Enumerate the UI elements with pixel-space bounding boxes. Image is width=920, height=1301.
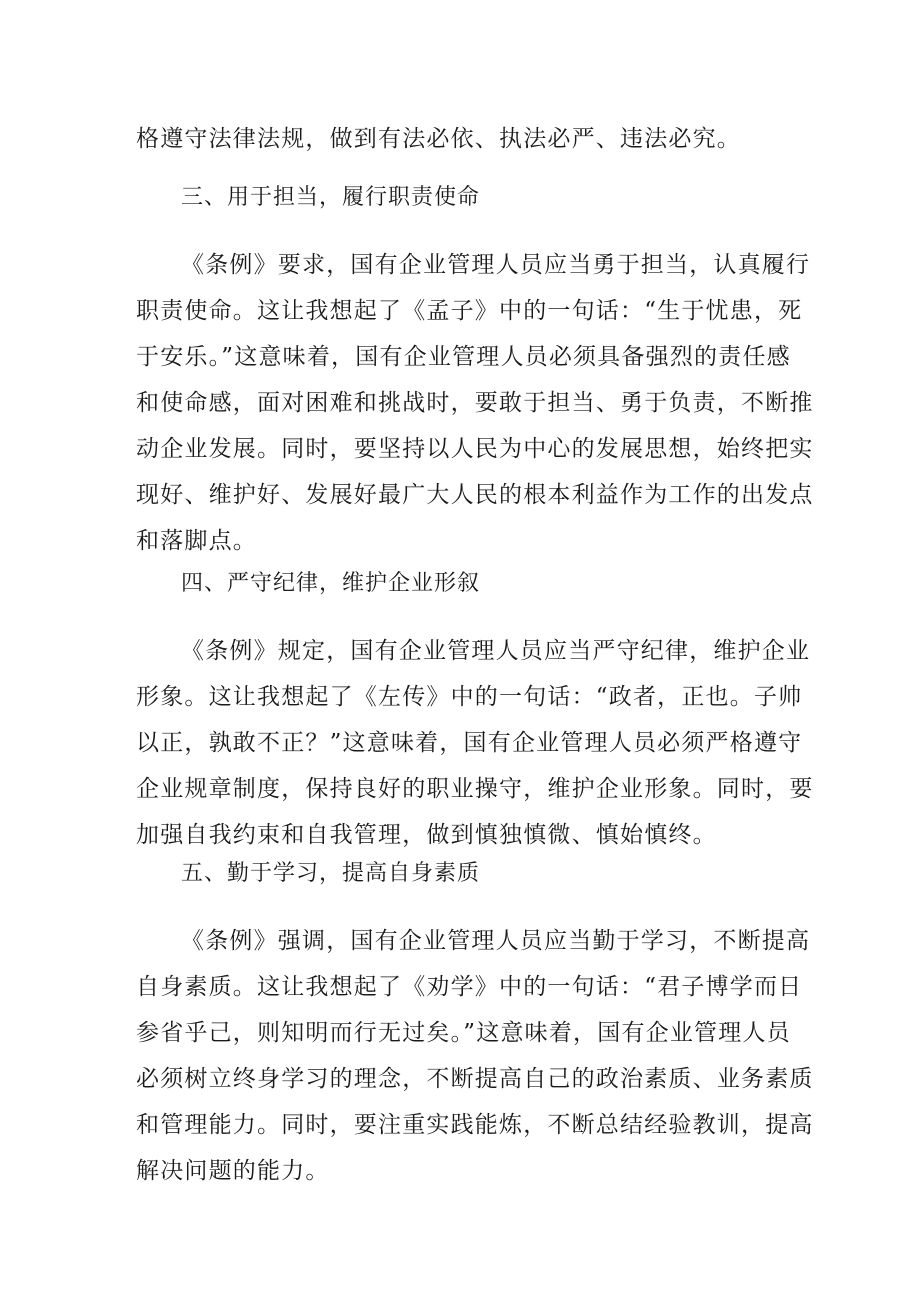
paragraph-line: 现好、维护好、发展好最广大人民的根本利益作为工作的出发点 [136, 482, 814, 508]
section-heading: 五、勤于学习，提高自身素质 [181, 861, 481, 886]
paragraph-line: 格遵守法律法规，做到有法必依、执法必严、违法必究。 [136, 126, 741, 152]
paragraph-line: 《条例》要求，国有企业管理人员应当勇于担当，认真履行 [181, 252, 811, 278]
paragraph-line: 企业规章制度，保持良好的职业操守，维护企业形象。同时，要 [136, 776, 814, 802]
paragraph-line: 于安乐。”这意味着，国有企业管理人员必须具备强烈的责任感 [136, 344, 791, 370]
paragraph-line: 《条例》强调，国有企业管理人员应当勤于学习，不断提高 [181, 928, 811, 954]
paragraph-line: 参省乎己，则知明而行无过矣。”这意味着，国有企业管理人员 [136, 1020, 791, 1046]
section-heading: 四、严守纪律，维护企业形叙 [181, 571, 481, 596]
section-heading: 三、用于担当，履行职责使命 [181, 185, 481, 210]
paragraph-line: 以正，孰敢不正？”这意味着，国有企业管理人员必须严格遵守 [136, 730, 803, 756]
paragraph-line: 和管理能力。同时，要注重实践能炼，不断总结经验教训，提高 [136, 1112, 814, 1138]
paragraph-line: 形象。这让我想起了《左传》中的一句话：“政者，正也。子帅 [136, 684, 803, 710]
paragraph-line: 解决问题的能力。 [136, 1158, 330, 1184]
paragraph-line: 《条例》规定，国有企业管理人员应当严守纪律，维护企业 [181, 638, 811, 664]
paragraph-line: 自身素质。这让我想起了《劝学》中的一句话：“君子博学而日 [136, 974, 803, 1000]
paragraph-line: 职责使命。这让我想起了《孟子》中的一句话：“生于忧患，死 [136, 298, 803, 324]
paragraph-line: 加强自我约束和自我管理，做到慎独慎微、慎始慎终。 [136, 822, 717, 848]
paragraph-line: 和使命感，面对困难和挑战时，要敢于担当、勇于负责，不断推 [136, 390, 814, 416]
paragraph-line: 动企业发展。同时，要坚持以人民为中心的发展思想，始终把实 [136, 436, 814, 462]
paragraph-line: 和落脚点。 [136, 528, 257, 554]
paragraph-line: 必须树立终身学习的理念，不断提高自己的政治素质、业务素质 [136, 1066, 814, 1092]
